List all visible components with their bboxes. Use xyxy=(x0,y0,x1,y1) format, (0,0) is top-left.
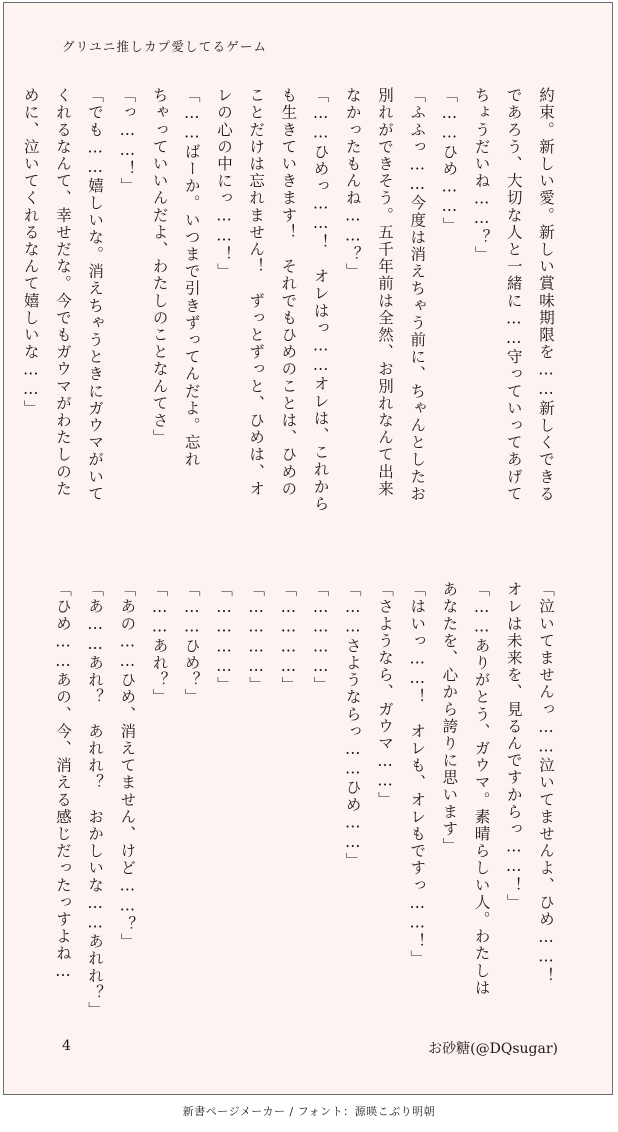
text-line: 「っ……！」 xyxy=(118,87,137,195)
text-line: あなたを、心から誇りに思います」 xyxy=(440,581,459,855)
text-line: 「でも……嬉しいな。消えちゃうときにガウマがいて xyxy=(86,87,105,503)
text-line: 「……あれ？」 xyxy=(150,581,169,706)
text-line: 「……さようならっ……ひめ……」 xyxy=(343,581,362,870)
text-line: 「……ありがとう、ガウマ。素晴らしい人。わたしは xyxy=(472,581,491,997)
text-line: 「ふふっ……今度は消えちゃう前に、ちゃんとしたお xyxy=(408,87,427,503)
text-line: 「…………」 xyxy=(247,581,266,694)
text-line: オレは未来を、見るんですからっ……！」 xyxy=(504,581,523,911)
text-line: 「……ばーか。いつまで引きずってんだよ。忘れ xyxy=(182,87,201,469)
text-line: 「あ……あれ？ あれれ？ おかしいな……あれれ？」 xyxy=(86,581,105,1019)
text-line: 「…………」 xyxy=(311,581,330,694)
text-line: 「さようなら、ガウマ……」 xyxy=(375,581,394,809)
page-header: グリユニ推しカプ愛してるゲーム xyxy=(62,39,268,54)
page-number: 4 xyxy=(62,1038,71,1054)
text-line: 「ひめ……あの、今、消える感じだったっすよね… xyxy=(53,581,72,982)
text-line: ちゃっていいんだよ、わたしのことなんてさ」 xyxy=(150,87,169,447)
text-line: も生きていきます！ それでもひめのことは、ひめの xyxy=(279,87,298,498)
text-line: であろう、大切な人と一緒に……守っていってあげて xyxy=(504,87,523,503)
text-line: めに、泣いてくれるなんて嬉しいな……」 xyxy=(21,87,40,417)
book-page xyxy=(3,2,613,1095)
text-line: 「…………」 xyxy=(279,581,298,694)
text-block-upper xyxy=(15,87,562,537)
text-line: レの心の中にっ……！」 xyxy=(214,87,233,281)
text-line: 「あの……ひめ、消えてません、けど……？」 xyxy=(118,581,137,951)
text-line: ことだけは忘れません！ ずっとずっと、ひめは、オ xyxy=(247,87,266,498)
text-line: 「…………」 xyxy=(214,581,233,694)
text-line: 「はいっ……！ オレも、オレもですっ……！」 xyxy=(408,581,427,968)
text-line: 「泣いてませんっ……泣いてませんよ、ひめ……！ xyxy=(537,581,555,985)
text-line: くれるなんて、幸せだな。今でもガウマがわたしのた xyxy=(53,87,72,498)
author-credit: お砂糖(@DQsugar) xyxy=(428,1041,558,1057)
text-line: 「……ひめっ……！ オレはっ……オレは、これから xyxy=(311,87,330,513)
text-line: 別れができそう。五千年前は全然、お別れなんて出来 xyxy=(375,87,394,498)
text-line: なかったもんね……？」 xyxy=(343,87,362,281)
text-line: 「……ひめ？」 xyxy=(182,581,201,706)
generator-credit: 新書ページメーカー / フォント：源暎こぶり明朝 xyxy=(182,1105,436,1118)
text-line: 「……ひめ……」 xyxy=(440,87,459,234)
text-line: 約束。新しい愛。新しい賞味期限を……新しくできる xyxy=(537,87,555,503)
text-block-lower xyxy=(47,581,562,1031)
text-line: ちょうだいね……？」 xyxy=(472,87,491,263)
